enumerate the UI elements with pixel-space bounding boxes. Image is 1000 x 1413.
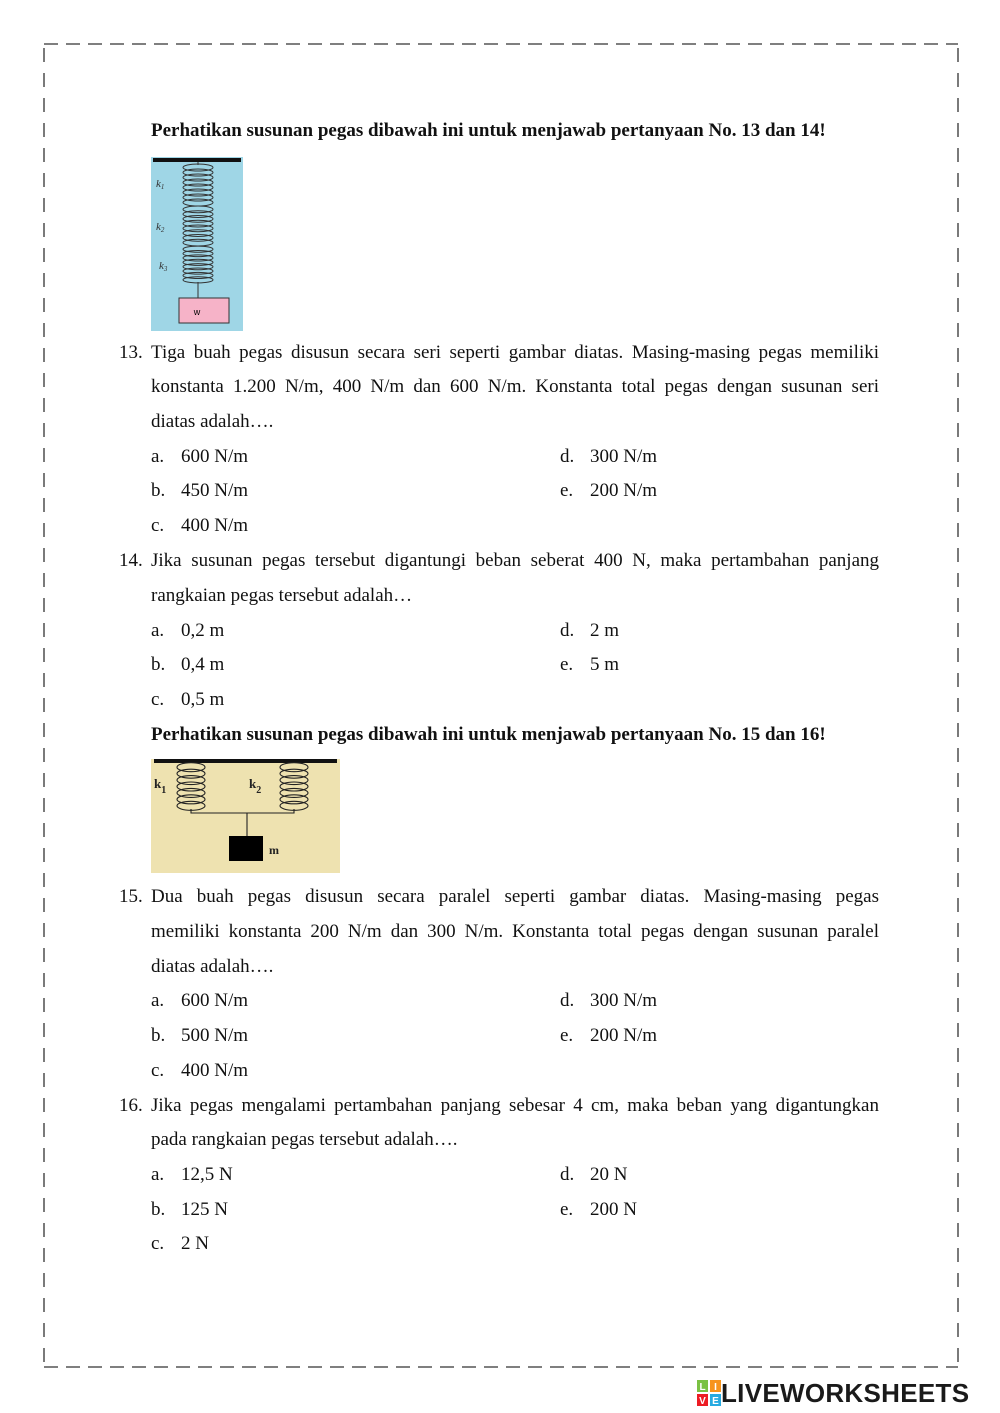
label-k2: k2 bbox=[156, 221, 165, 234]
q14-option-b[interactable]: b. 0,4 m bbox=[151, 654, 225, 675]
section-heading-2: Perhatikan susunan pegas dibawah ini untuk menjawab pertanyaan No. 15 dan 16! bbox=[151, 724, 826, 745]
label-k1: k1 bbox=[156, 178, 165, 191]
q16-option-a[interactable]: a. 12,5 N bbox=[151, 1164, 233, 1185]
question-16-line-2: pada rangkaian pegas tersebut adalah…. bbox=[151, 1129, 458, 1150]
question-15-line-1: Dua buah pegas disusun secara paralel seperti gambar diatas. Masing-masing pegas bbox=[151, 886, 879, 907]
question-14-line-2: rangkaian pegas tersebut adalah… bbox=[151, 585, 413, 606]
q14-option-a[interactable]: a. 0,2 m bbox=[151, 620, 225, 641]
parallel-spring-figure bbox=[151, 759, 340, 873]
q13-option-c[interactable]: c. 400 N/m bbox=[151, 515, 249, 536]
liveworksheets-logo[interactable] bbox=[697, 1376, 969, 1410]
q13-option-a[interactable]: a. 600 N/m bbox=[151, 446, 249, 467]
q16-option-b[interactable]: b. 125 N bbox=[151, 1199, 228, 1220]
svg-text:E: E bbox=[712, 1396, 719, 1406]
mass-label: w bbox=[193, 307, 201, 317]
section-heading-1: Perhatikan susunan pegas dibawah ini untuk menjawab pertanyaan No. 13 dan 14! bbox=[151, 120, 826, 141]
q15-option-b[interactable]: b. 500 N/m bbox=[151, 1025, 249, 1046]
liveworksheets-wordmark: LIVEWORKSHEETS bbox=[721, 1377, 970, 1408]
question-15-line-3: diatas adalah…. bbox=[151, 956, 274, 977]
question-number-16: 16. bbox=[119, 1095, 143, 1116]
ceiling-bar bbox=[154, 759, 337, 763]
q15-option-e[interactable]: e. 200 N/m bbox=[560, 1025, 658, 1046]
question-number-14: 14. bbox=[119, 550, 143, 571]
q14-option-d[interactable]: d. 2 m bbox=[560, 620, 620, 641]
question-13-line-2: konstanta 1.200 N/m, 400 N/m dan 600 N/m. Konstanta total pegas dengan susunan seri bbox=[151, 376, 879, 397]
q16-option-d[interactable]: d. 20 N bbox=[560, 1164, 628, 1185]
label-k2: $k_2$ bbox=[249, 776, 262, 796]
label-k1: $k_1$ bbox=[154, 776, 167, 796]
mass-block-m bbox=[229, 836, 263, 861]
question-number-13: 13. bbox=[119, 342, 143, 363]
ceiling-bar bbox=[153, 158, 241, 162]
liveworksheets-logo-icon bbox=[697, 1380, 721, 1406]
svg-text:L: L bbox=[699, 1382, 706, 1393]
question-number-15: 15. bbox=[119, 886, 143, 907]
q16-option-e[interactable]: e. 200 N bbox=[560, 1199, 637, 1220]
q15-option-d[interactable]: d. 300 N/m bbox=[560, 990, 658, 1011]
question-16-line-1: Jika pegas mengalami pertambahan panjang sebesar 4 cm, maka beban yang digantungkan bbox=[151, 1095, 879, 1116]
mass-block-w bbox=[179, 298, 229, 323]
q15-option-c[interactable]: c. 400 N/m bbox=[151, 1060, 249, 1081]
question-15-line-2: memiliki konstanta 200 N/m dan 300 N/m. Konstanta total pegas dengan susunan paralel bbox=[151, 921, 879, 942]
question-13-line-1: Tiga buah pegas disusun secara seri seperti gambar diatas. Masing-masing pegas memiliki bbox=[151, 342, 879, 363]
q14-option-c[interactable]: c. 0,5 m bbox=[151, 689, 225, 710]
mass-label: m bbox=[269, 843, 279, 857]
q13-option-d[interactable]: d. 300 N/m bbox=[560, 446, 658, 467]
q15-option-a[interactable]: a. 600 N/m bbox=[151, 990, 249, 1011]
svg-text:V: V bbox=[699, 1396, 706, 1406]
q13-option-e[interactable]: e. 200 N/m bbox=[560, 480, 658, 501]
label-k3: k3 bbox=[159, 260, 168, 273]
svg-text:I: I bbox=[714, 1382, 717, 1393]
q14-option-e[interactable]: e. 5 m bbox=[560, 654, 620, 675]
question-13-line-3: diatas adalah…. bbox=[151, 411, 274, 432]
question-14-line-1: Jika susunan pegas tersebut digantungi beban seberat 400 N, maka pertambahan panjang bbox=[151, 550, 879, 571]
q13-option-b[interactable]: b. 450 N/m bbox=[151, 480, 249, 501]
series-spring-figure bbox=[151, 157, 243, 331]
q16-option-c[interactable]: c. 2 N bbox=[151, 1233, 209, 1254]
